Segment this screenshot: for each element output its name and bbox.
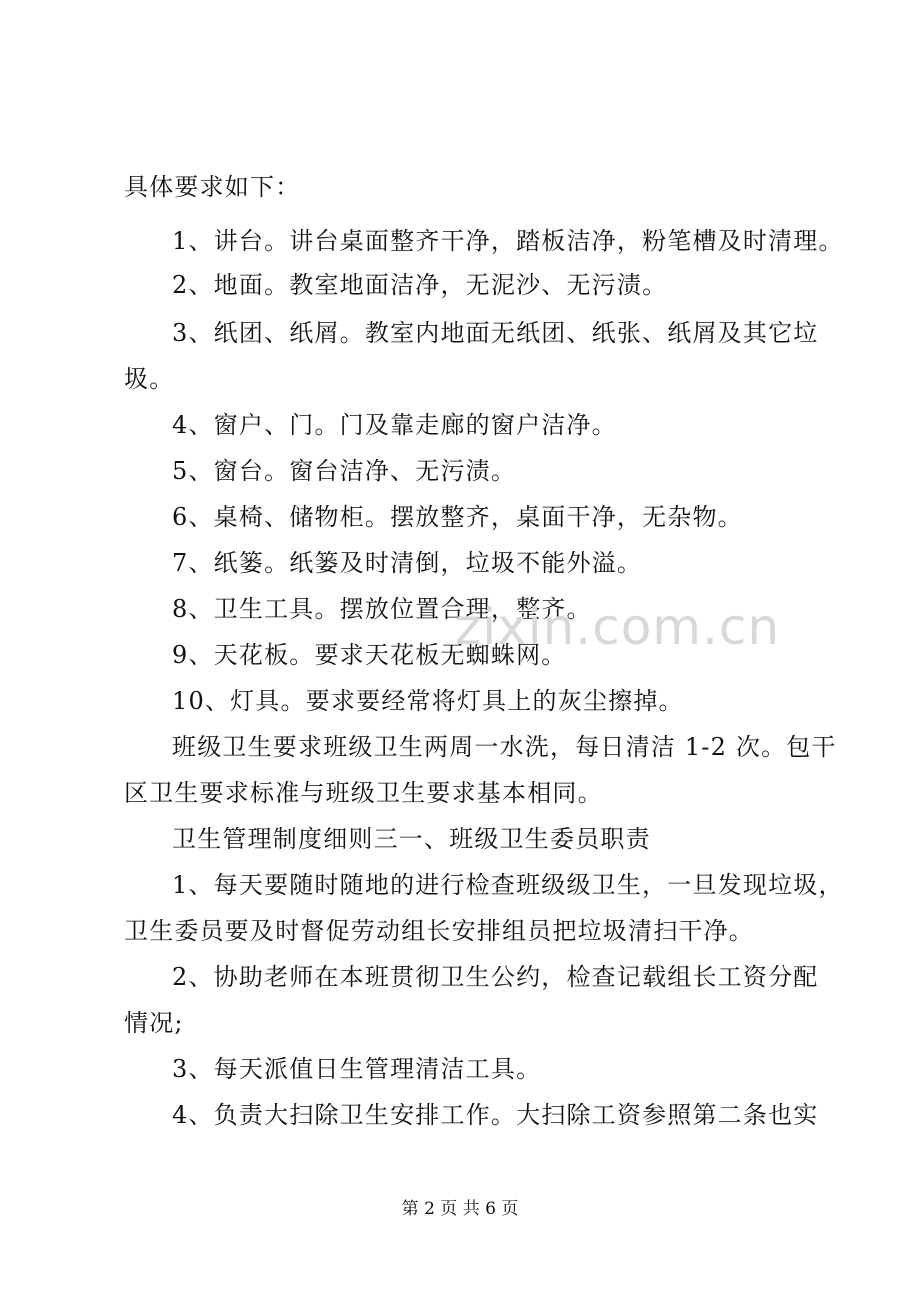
text-line: 班级卫生要求班级卫生两周一水洗，每日清洁 1-2 次。包干: [172, 733, 837, 761]
watermark: zixin.com.cn: [455, 598, 781, 656]
text-line: 情况;: [124, 1009, 184, 1037]
text-line: 5、窗台。窗台洁净、无污渍。: [172, 457, 517, 485]
text-line: 区卫生要求标准与班级卫生要求基本相同。: [124, 779, 603, 807]
text-line: 2、协助老师在本班贯彻卫生公约，检查记载组长工资分配: [172, 963, 819, 991]
text-line: 8、卫生工具。摆放位置合理，整齐。: [172, 595, 592, 623]
text-line: 3、纸团、纸屑。教室内地面无纸团、纸张、纸屑及其它垃: [172, 319, 819, 347]
text-line: 4、负责大扫除卫生安排工作。大扫除工资参照第二条也实: [172, 1101, 819, 1129]
text-line: 具体要求如下：: [124, 173, 301, 201]
text-line: 6、桌椅、储物柜。摆放整齐，桌面干净，无杂物。: [172, 503, 743, 531]
text-line: 10、灯具。要求要经常将灯具上的灰尘擦掉。: [172, 687, 684, 715]
text-line: 3、每天派值日生管理清洁工具。: [172, 1055, 542, 1083]
text-line: 7、纸篓。纸篓及时清倒，垃圾不能外溢。: [172, 549, 643, 577]
text-line: 9、天花板。要求天花板无蜘蛛网。: [172, 641, 567, 669]
text-line: 卫生管理制度细则三一、班级卫生委员职责: [172, 825, 651, 853]
text-line: 圾。: [124, 365, 175, 393]
text-line: 2、地面。教室地面洁净，无泥沙、无污渍。: [172, 271, 668, 299]
text-line: 1、讲台。讲台桌面整齐干净，踏板洁净，粉笔槽及时清理。: [172, 227, 844, 255]
text-line: 4、窗户、门。门及靠走廊的窗户洁净。: [172, 411, 617, 439]
page-footer: 第 2 页 共 6 页: [401, 1199, 519, 1219]
text-line: 卫生委员要及时督促劳动组长安排组员把垃圾清扫干净。: [124, 917, 754, 945]
text-line: 1、每天要随时随地的进行检查班级级卫生，一旦发现垃圾，: [172, 871, 844, 899]
